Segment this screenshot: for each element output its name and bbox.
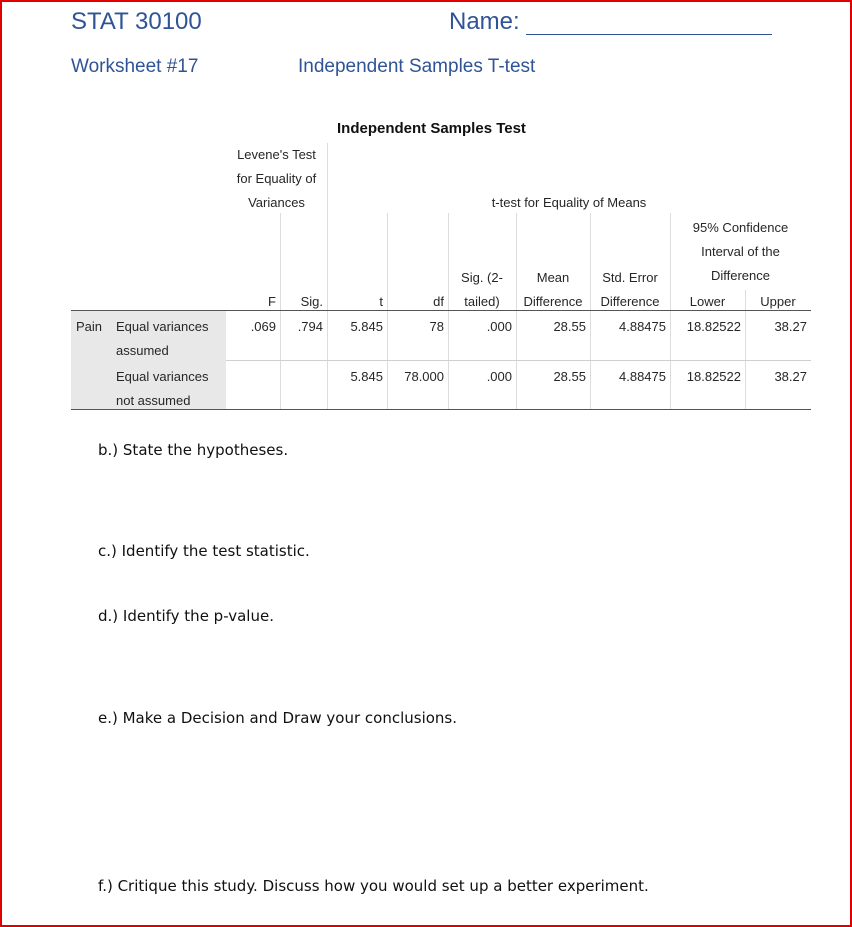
col-upper: Upper [760,294,796,309]
table-title: Independent Samples Test [337,120,526,137]
row1-label-line2: assumed [116,343,169,358]
levene-header-line2: for Equality of [236,171,317,186]
col-f: F [268,294,276,309]
ci-header-line3: Difference [710,268,770,283]
worksheet-number: Worksheet #17 [71,56,199,77]
col-df: df [433,294,444,309]
row2-sig2: .000 [486,369,512,384]
ci-header-line2: Interval of the [701,244,780,259]
col-sig2-line1: Sig. (2- [461,270,503,285]
row2-meandiff: 28.55 [553,369,586,384]
col-sig: Sig. [300,294,323,309]
levene-header-line1: Levene's Test [237,147,316,162]
worksheet-subtitle: Independent Samples T-test [298,56,536,77]
col-stderr-line1: Std. Error [602,270,658,285]
row1-t: 5.845 [350,319,383,334]
question-f: f.) Critique this study. Discuss how you would set up a better experiment. [98,877,649,895]
row1-sig: .794 [297,319,323,334]
row2-stderr: 4.88475 [619,369,666,384]
col-stderr-line2: Difference [600,294,660,309]
question-b: b.) State the hypotheses. [98,441,289,459]
col-sig2-line2: tailed) [464,294,500,309]
name-label: Name: [449,8,520,35]
levene-header-line3: Variances [248,195,305,210]
col-meandiff-line2: Difference [523,294,583,309]
ci-header-line1: 95% Confidence [692,220,789,235]
row1-stderr: 4.88475 [619,319,666,334]
row1-meandiff: 28.55 [553,319,586,334]
row1-label-line1: Equal variances [116,319,209,334]
row1-f: .069 [250,319,276,334]
question-e: e.) Make a Decision and Draw your conclusions. [98,709,458,727]
name-blank-line [526,34,772,35]
row1-sig2: .000 [486,319,512,334]
col-lower: Lower [689,294,726,309]
row-group-pain: Pain [76,319,103,334]
row2-upper: 38.27 [774,369,807,384]
question-c: c.) Identify the test statistic. [98,542,310,560]
row1-df: 78 [429,319,444,334]
col-meandiff-line1: Mean [536,270,570,285]
row2-df: 78.000 [404,369,444,384]
row2-label-line1: Equal variances [116,369,209,384]
col-t: t [379,294,383,309]
row2-lower: 18.82522 [686,369,741,384]
row2-label-line2: not assumed [116,393,191,408]
question-d: d.) Identify the p-value. [98,607,274,625]
row1-lower: 18.82522 [686,319,741,334]
row2-t: 5.845 [350,369,383,384]
course-title: STAT 30100 [71,8,202,35]
row1-upper: 38.27 [774,319,807,334]
ttest-header: t-test for Equality of Means [491,195,647,210]
